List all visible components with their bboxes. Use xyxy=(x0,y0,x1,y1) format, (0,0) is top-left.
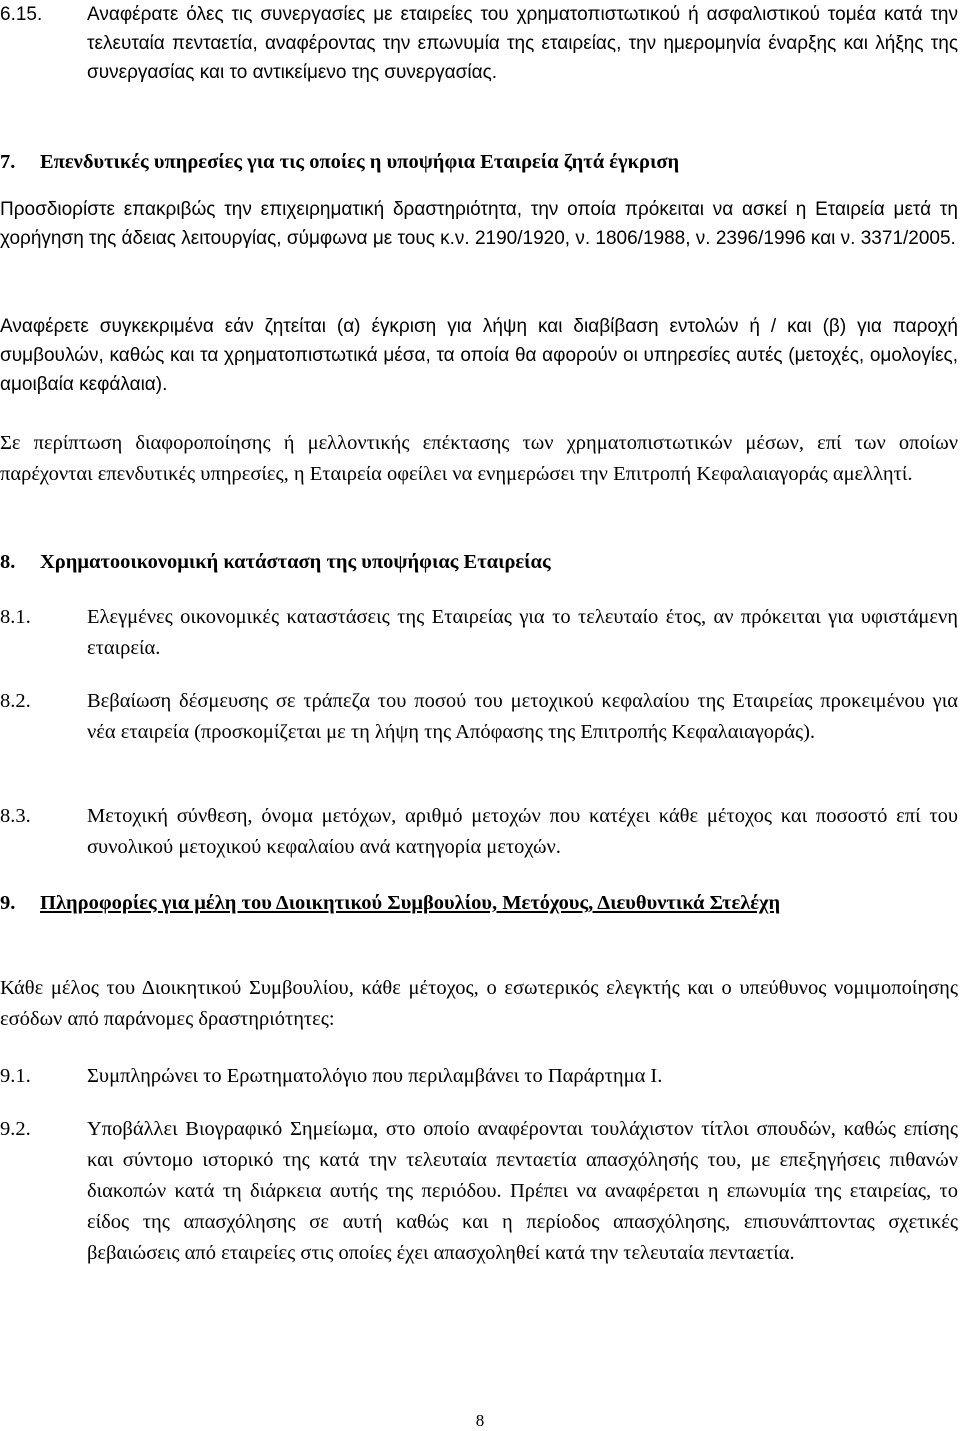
item-text: Αναφέρατε όλες τις συνεργασίες με εταιρείες του χρηματοπιστωτικού ή ασφαλιστικού τομέα κατά την τελευταία πενταετία, αναφέροντας την επωνυμία της εταιρείας, την ημερομηνία έναρξης και λήξης της συνεργασίας και το αντικείμενο της συνεργασίας. xyxy=(87,4,958,83)
section-number: 8. xyxy=(0,551,16,573)
section-7-paragraph-2: Αναφέρετε συγκεκριμένα εάν ζητείται (α) έγκριση για λήψη και διαβίβαση εντολών ή / και (β) για παροχή συμβουλών, καθώς και τα χρηματοπιστωτικά μέσα, τα οποία θα αφορούν οι υπηρεσίες αυτές (μετοχές, ομολογίες, αμοιβαία κεφάλαια). xyxy=(0,316,958,395)
section-title-text: Πληροφορίες για μέλη του Διοικητικού Συμβουλίου, Μετόχους, Διευθυντικά Στελέχη xyxy=(40,892,781,914)
section-number: 9. xyxy=(0,892,16,914)
item-number: 9.1. xyxy=(0,1065,31,1087)
item-text: Μετοχική σύνθεση, όνομα μετόχων, αριθμό μετοχών που κατέχει κάθε μέτοχος και ποσοστό επί του συνολικού μετοχικού κεφαλαίου ανά κατηγορία μετοχών. xyxy=(87,805,958,858)
section-title: Επενδυτικές υπηρεσίες για τις οποίες η υποψήφια Εταιρεία ζητά έγκριση xyxy=(40,151,680,173)
section-9-intro: Κάθε μέλος του Διοικητικού Συμβουλίου, κάθε μέτοχος, ο εσωτερικός ελεγκτής και ο υπεύθυνος νομιμοποίησης εσόδων από παράνομες δραστηριότητες: xyxy=(0,977,958,1030)
item-text: Ελεγμένες οικονομικές καταστάσεις της Εταιρείας για το τελευταίο έτος, αν πρόκειται για υφιστάμενη εταιρεία. xyxy=(87,606,958,659)
section-title: Χρηματοοικονομική κατάσταση της υποψήφιας Εταιρείας xyxy=(40,551,551,573)
item-number: 9.2. xyxy=(0,1118,31,1140)
item-number: 6.15. xyxy=(0,4,43,25)
section-title xyxy=(40,888,958,919)
item-number: 8.1. xyxy=(0,606,31,628)
item-number: 8.3. xyxy=(0,805,31,827)
page-number: 8 xyxy=(475,1411,485,1430)
section-number: 7. xyxy=(0,151,16,173)
item-text: Συμπληρώνει το Ερωτηματολόγιο που περιλαμβάνει το Παράρτημα Ι. xyxy=(87,1065,663,1087)
item-number: 8.2. xyxy=(0,690,31,712)
item-text: Βεβαίωση δέσμευσης σε τράπεζα του ποσού του μετοχικού κεφαλαίου της Εταιρείας προκειμένου για νέα εταιρεία (προσκομίζεται με τη λήψη της Απόφασης της Επιτροπής Κεφαλαιαγοράς). xyxy=(87,690,958,743)
section-7-paragraph-3: Σε περίπτωση διαφοροποίησης ή μελλοντικής επέκτασης των χρηματοπιστωτικών μέσων, επί των οποίων παρέχονται επενδυτικές υπηρεσίες, η Εταιρεία οφείλει να ενημερώσει την Επιτροπή Κεφαλαιαγοράς αμελλητί. xyxy=(0,432,958,485)
item-text: Υποβάλλει Βιογραφικό Σημείωμα, στο οποίο αναφέρονται τουλάχιστον τίτλοι σπουδών, καθώς επίσης και σύντομο ιστορικό της κατά την τελευταία πενταετία απασχόλησής του, με επεξηγήσεις πιθανών διακοπών κατά τη διάρκεια αυτής της περιόδου. Πρέπει να αναφέρεται η επωνυμία της εταιρείας, το είδος της απασχόλησης σε αυτή καθώς και η περίοδος απασχόλησης, επισυνάπτοντας σχετικές βεβαιώσεις από εταιρείες στις οποίες έχει απασχοληθεί κατά την τελευταία πενταετία. xyxy=(87,1118,958,1264)
section-7-paragraph-1: Προσδιορίστε επακριβώς την επιχειρηματική δραστηριότητα, την οποία πρόκειται να ασκεί η Εταιρεία μετά τη χορήγηση της άδειας λειτουργίας, σύμφωνα με τους κ.ν. 2190/1920, ν. 1806/1988, ν. 2396/1996 και ν. 3371/2005. xyxy=(0,199,958,249)
